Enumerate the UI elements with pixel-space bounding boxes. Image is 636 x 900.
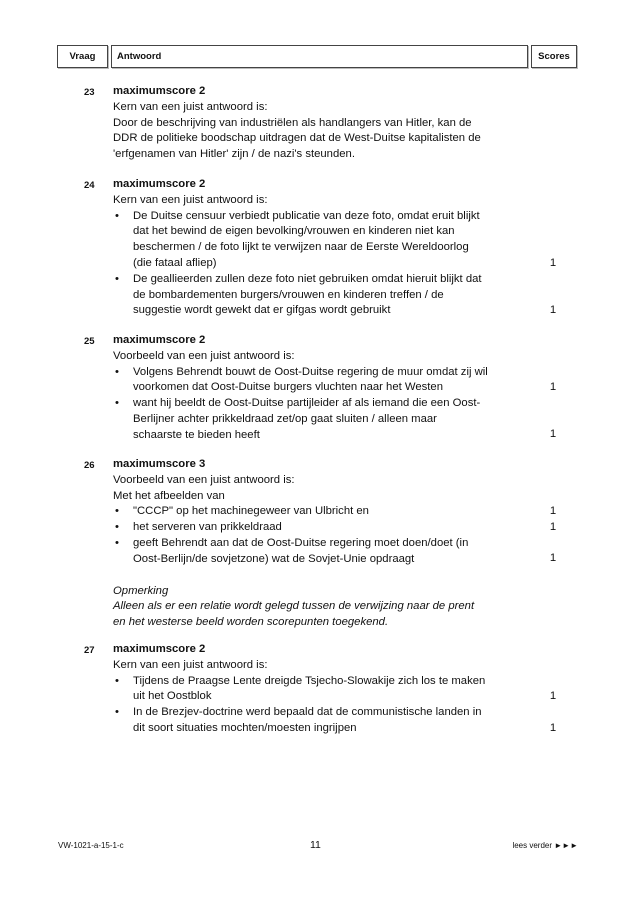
question-number: 27 [84,645,95,656]
bullet-line: voorkomen dat Oost-Duitse burgers vluchten naar het Westen [133,381,443,394]
answer-bullet [113,396,531,443]
bullet-marker: • [115,674,119,687]
answer-text: DDR de politieke boodschap uitdragen dat de West-Duitse kapitalisten de [113,132,481,145]
score-value: 1 [549,552,557,564]
score-value: 1 [549,722,557,734]
bullet-line: (die fataal afliep) [133,256,217,269]
bullet-line: Berlijner achter prikkeldraad zet/op gaat sluiten / alleen maar [133,412,437,425]
bullet-marker: • [115,536,119,549]
answer-intro: Voorbeeld van een juist antwoord is: [113,349,295,362]
answer-body [113,457,531,631]
answer-intro: Kern van een juist antwoord is: [113,193,268,206]
bullet-line: uit het Oostblok [133,690,212,703]
question-number: 24 [84,180,95,191]
bullet-line: het serveren van prikkeldraad [133,521,282,534]
bullet-line: Oost-Berlijn/de sovjetzone) wat de Sovjet-Unie opdraagt [133,552,415,565]
score-value: 1 [549,690,557,702]
bullet-line: de bombardementen burgers/vrouwen en kinderen treffen / de [133,288,444,301]
bullet-line: want hij beeldt de Oost-Duitse partijleider af als iemand die een Oost- [133,397,481,410]
question-number: 25 [84,336,95,347]
answer-text: Door de beschrijving van industriëlen als handlangers van Hitler, kan de [113,116,472,129]
bullet-line: suggestie wordt gewekt dat er gifgas wordt gebruikt [133,304,391,317]
max-score: maximumscore 2 [113,643,206,655]
max-score: maximumscore 2 [113,334,206,346]
max-score: maximumscore 2 [113,178,206,190]
bullet-marker: • [115,521,119,534]
exam-code: VW-1021-a-15-1-c [58,841,124,850]
bullet-marker: • [115,397,119,410]
answer-bullet [113,209,531,272]
bullet-marker: • [115,505,119,518]
answer-body [113,333,531,444]
bullet-line: De Duitse censuur verbiedt publicatie van deze foto, omdat eruit blijkt [133,209,480,222]
bullet-line: geeft Behrendt aan dat de Oost-Duitse regering moet doen/doet (in [133,536,469,549]
bullet-marker: • [115,706,119,719]
answer-text: 'erfgenamen van Hitler' zijn / de nazi's steunden. [113,148,355,161]
note-text: Alleen als er een relatie wordt gelegd tussen de verwijzing naar de prent [113,600,475,613]
header-antwoord: Antwoord [111,45,528,68]
score-value: 1 [549,381,557,393]
bullet-marker: • [115,209,119,222]
answer-bullet [113,520,531,536]
question-number: 26 [84,460,95,471]
answer-bullet [113,504,531,520]
answer-bullet [113,705,531,737]
answer-intro: Kern van een juist antwoord is: [113,658,268,671]
bullet-line: "CCCP" op het machinegeweer van Ulbricht en [133,505,369,518]
bullet-line: beschermen / de foto lijkt te verwijzen naar de Eerste Wereldoorlog [133,241,469,254]
note-title: Opmerking [113,584,169,597]
bullet-line: dit soort situaties mochten/moesten ingrijpen [133,721,357,734]
max-score: maximumscore 3 [113,458,206,470]
continue-label: lees verder ►►► [512,841,578,850]
answer-bullet [113,272,531,319]
bullet-line: In de Brezjev-doctrine werd bepaald dat de communistische landen in [133,706,482,719]
bullet-line: Tijdens de Praagse Lente dreigde Tsjecho-Slowakije zich los te maken [133,674,486,687]
bullet-line: dat het bewind de eigen bevolking/vrouwen en kinderen niet kan [133,225,455,238]
header-vraag: Vraag [57,45,108,68]
answer-intro: Voorbeeld van een juist antwoord is: [113,473,295,486]
answer-bullet [113,536,531,568]
note-text: en het westerse beeld worden scorepunten toegekend. [113,616,389,629]
answer-bullet [113,365,531,397]
bullet-line: schaarste te bieden heeft [133,428,260,441]
bullet-line: De geallieerden zullen deze foto niet gebruiken omdat hieruit blijkt dat [133,272,482,285]
max-score: maximumscore 2 [113,85,206,97]
answer-body [113,84,531,163]
score-value: 1 [549,505,557,517]
header-scores: Scores [531,45,577,68]
answer-intro: Kern van een juist antwoord is: [113,100,268,113]
score-value: 1 [549,304,557,316]
bullet-marker: • [115,365,119,378]
page-number: 11 [310,839,321,851]
bullet-marker: • [115,272,119,285]
answer-body [113,642,531,737]
question-number: 23 [84,87,95,98]
score-value: 1 [549,257,557,269]
spacer [113,568,531,584]
score-value: 1 [549,428,557,440]
bullet-line: Volgens Behrendt bouwt de Oost-Duitse regering de muur omdat zij wil [133,365,488,378]
score-value: 1 [549,521,557,533]
answer-bullet [113,674,531,706]
answer-lead: Met het afbeelden van [113,489,225,502]
answer-body [113,177,531,319]
